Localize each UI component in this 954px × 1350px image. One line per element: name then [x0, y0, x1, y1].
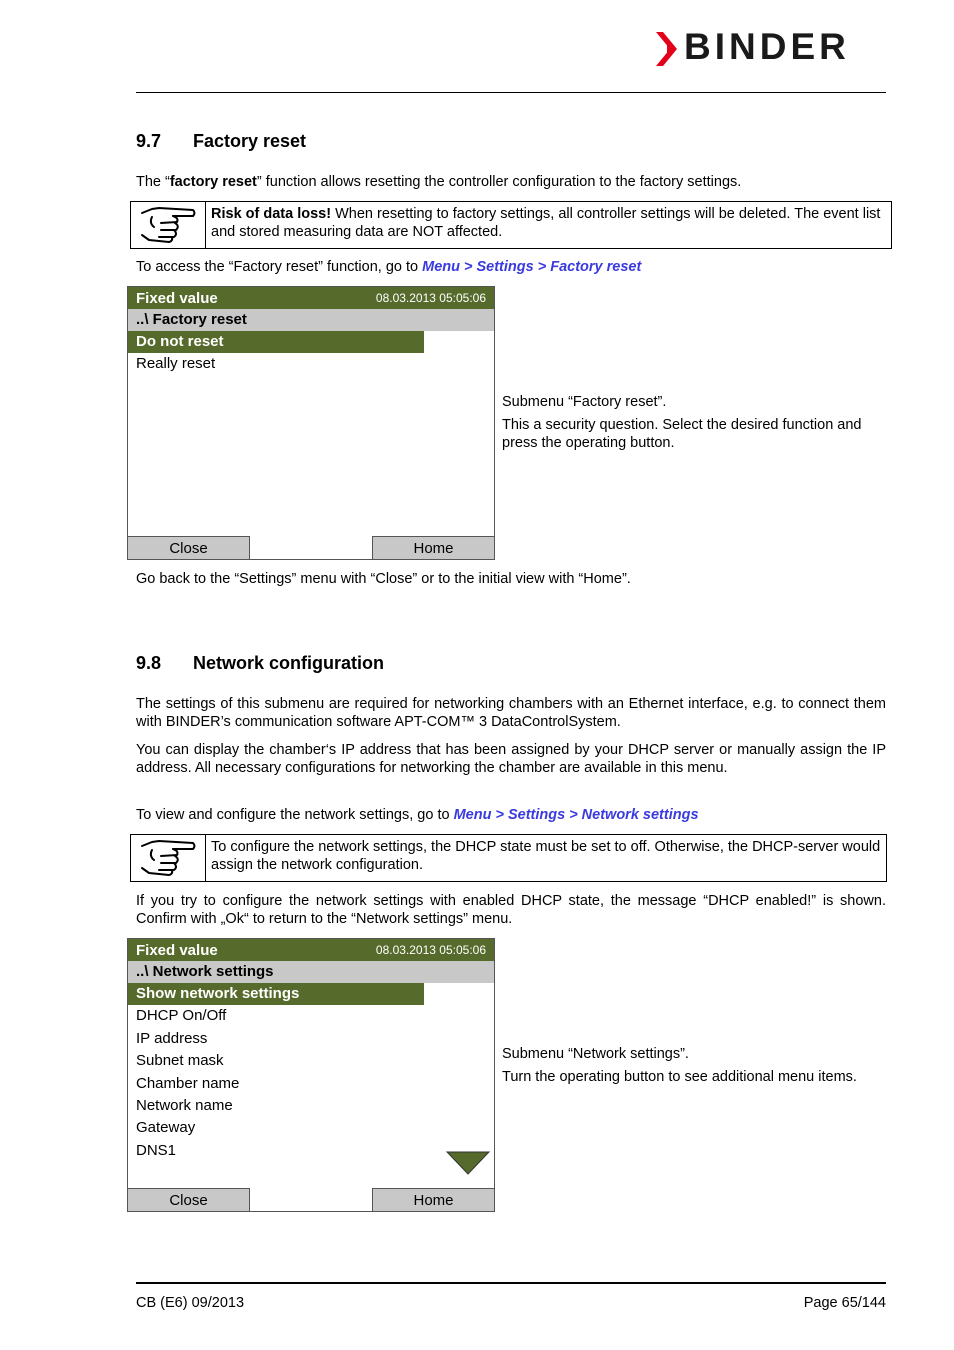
pointing-hand-icon — [131, 835, 206, 881]
menu-item-do-not-reset[interactable]: Do not reset — [128, 331, 424, 353]
datetime-label: 08.03.2013 05:05:06 — [375, 291, 486, 305]
factory-reset-access — [136, 258, 896, 276]
intro-text: The “ — [136, 174, 170, 190]
access-text: To view and configure the network settings, go to — [136, 807, 454, 823]
screen-header — [128, 939, 494, 961]
menu-item-dns1[interactable]: DNS1 — [136, 1141, 177, 1159]
menu-item-network-name[interactable]: Network name — [136, 1096, 233, 1114]
warning-note — [130, 201, 892, 249]
mode-label: Fixed value — [136, 289, 218, 307]
footer-page-number: Page 65/144 — [803, 1295, 886, 1311]
menu-item-show-network-settings[interactable]: Show network settings — [128, 983, 424, 1005]
caption-title: Submenu “Network settings”. — [502, 1046, 689, 1062]
menu-path: ..\ Factory reset — [128, 309, 494, 331]
menu-path: ..\ Network settings — [128, 961, 494, 983]
factory-reset-caption — [502, 393, 886, 452]
menu-item-chamber-name[interactable]: Chamber name — [136, 1074, 240, 1092]
section-97-heading — [136, 131, 307, 152]
access-text: To access the “Factory reset” function, go to — [136, 259, 423, 275]
mode-label: Fixed value — [136, 941, 218, 959]
section-98-heading — [136, 653, 385, 674]
warning-note-text — [206, 202, 891, 248]
menu-item-gateway[interactable]: Gateway — [136, 1119, 196, 1137]
section-number: 9.8 — [136, 653, 162, 673]
intro-bold: factory reset — [169, 174, 257, 190]
section-number: 9.7 — [136, 131, 162, 151]
datetime-label: 08.03.2013 05:05:06 — [375, 943, 486, 957]
factory-reset-intro — [136, 173, 896, 191]
caption-title: Submenu “Factory reset”. — [502, 394, 667, 410]
caption-text: This a security question. Select the desired function and press the operating button. — [502, 417, 862, 451]
network-paragraph-3: If you try to configure the network settings with enabled DHCP state, the message “DHCP enabled!” is shown. Confirm with „Ok“ to return to the “Network settings” menu. — [136, 893, 886, 927]
screen-header — [128, 287, 494, 309]
close-button[interactable]: Close — [127, 1188, 250, 1212]
info-note — [130, 834, 887, 882]
home-button[interactable]: Home — [372, 1188, 495, 1212]
caption-text: Turn the operating button to see additional menu items. — [502, 1069, 857, 1085]
scroll-down-arrow-icon[interactable] — [446, 1151, 490, 1175]
network-access — [136, 806, 896, 824]
section-title: Network configuration — [193, 653, 385, 673]
warning-body: When resetting to factory settings, all controller settings will be deleted. The event list and stored measuring data are NOT affected. — [211, 206, 881, 240]
factory-reset-after: Go back to the “Settings” menu with “Close” or to the initial view with “Home”. — [136, 571, 631, 587]
intro-text-end: ” function allows resetting the controller configuration to the factory settings. — [256, 174, 742, 190]
network-paragraph-1: The settings of this submenu are required for networking chambers with an Ethernet interface, e.g. to connect them with BINDER’s communication software APT-COM™ 3 DataControlSystem. — [136, 696, 886, 730]
home-button[interactable]: Home — [372, 536, 495, 560]
pointing-hand-icon — [131, 202, 206, 248]
menu-item-subnet-mask[interactable]: Subnet mask — [136, 1052, 224, 1070]
menu-item-ip-address[interactable]: IP address — [136, 1029, 208, 1047]
menu-item-dhcp[interactable]: DHCP On/Off — [136, 1007, 227, 1025]
header-rule — [136, 92, 886, 93]
menu-item-really-reset[interactable]: Really reset — [136, 355, 216, 373]
binder-logo — [654, 26, 886, 68]
close-button[interactable]: Close — [127, 536, 250, 560]
menu-path-link[interactable]: Menu > Settings > Network settings — [453, 807, 699, 823]
controller-screen-factory-reset — [127, 286, 495, 560]
footer-doc-id: CB (E6) 09/2013 — [136, 1295, 245, 1311]
network-paragraph-2: You can display the chamber‘s IP address that has been assigned by your DHCP server or manually assign the IP address. All necessary configurations for networking the chamber are available in this menu. — [136, 742, 886, 776]
info-note-text: To configure the network settings, the DHCP state must be set to off. Otherwise, the DHCP-server would assign the network configuration. — [211, 839, 881, 873]
warning-title: Risk of data loss! — [211, 206, 332, 222]
footer-rule — [136, 1282, 886, 1284]
network-caption — [502, 1045, 886, 1086]
controller-screen-network-settings — [127, 938, 495, 1212]
section-title: Factory reset — [193, 131, 307, 151]
menu-path-link[interactable]: Menu > Settings > Factory reset — [422, 259, 642, 275]
binder-logo-text: BINDER — [684, 26, 850, 67]
